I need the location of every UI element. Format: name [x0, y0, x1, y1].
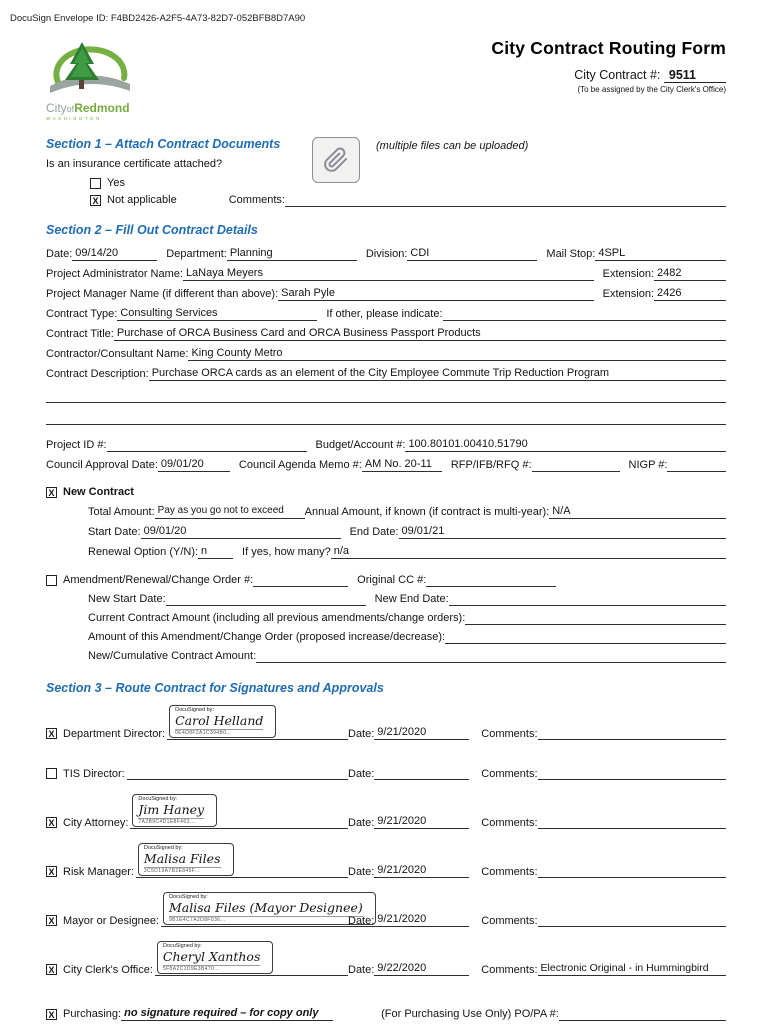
- docusign-stamp: [132, 794, 217, 827]
- redmond-tree-logo-icon: [46, 36, 134, 98]
- sig-left: [46, 941, 348, 976]
- logo-word-of: of: [66, 104, 75, 114]
- extension2-field[interactable]: 2426: [654, 286, 726, 301]
- extension1-label: Extension:: [602, 268, 654, 280]
- annual-amount-label: Annual Amount, if known (if contract is multi-year):: [304, 506, 550, 518]
- mail-stop-field[interactable]: 4SPL: [595, 246, 726, 261]
- contractor-name-label: Contractor/Consultant Name:: [46, 348, 189, 360]
- amendment-row: [46, 573, 726, 587]
- city-clerk-date-field[interactable]: 9/22/2020: [374, 962, 469, 976]
- tis-director-signature-line[interactable]: [127, 766, 348, 780]
- risk-manager-signature-line[interactable]: [136, 843, 348, 878]
- end-date-field[interactable]: 09/01/21: [399, 524, 727, 539]
- division-field[interactable]: CDI: [407, 246, 537, 261]
- project-manager-field[interactable]: Sarah Pyle: [278, 286, 593, 301]
- department-director-signature-line[interactable]: [167, 705, 348, 740]
- amendment-label: Amendment/Renewal/Change Order #:: [63, 574, 254, 586]
- contract-type-row: [46, 306, 726, 321]
- section1-comments-field[interactable]: [285, 193, 726, 207]
- description-continuation-field-1[interactable]: [46, 389, 726, 403]
- comments-label: Comments:: [481, 866, 538, 878]
- budget-account-field[interactable]: 100.80101.00410.51790: [405, 437, 726, 452]
- section1-left: [46, 137, 308, 190]
- section1-top: [46, 137, 726, 190]
- mayor-checkbox[interactable]: X: [46, 915, 57, 926]
- city-clerk-checkbox[interactable]: X: [46, 964, 57, 975]
- council-approval-date-label: Council Approval Date:: [46, 459, 158, 471]
- amendment-amount-row: [46, 630, 726, 644]
- nigp-label: NIGP #:: [628, 459, 668, 471]
- paperclip-icon: [323, 147, 349, 173]
- city-of-redmond-logo: [46, 36, 176, 121]
- signature-row-tis-director: [46, 766, 726, 780]
- new-contract-label: New Contract: [63, 486, 134, 498]
- total-amount-row: [46, 504, 726, 519]
- city-attorney-signature-line[interactable]: [130, 794, 348, 829]
- start-end-date-row: [46, 524, 726, 539]
- date-label: Date:: [348, 866, 375, 878]
- purchasing-row: [46, 1006, 726, 1021]
- comments-label: Comments:: [481, 964, 538, 976]
- docusign-stamp: [169, 705, 276, 738]
- contract-number-label: City Contract #:: [574, 68, 661, 82]
- if-other-label: If other, please indicate:: [326, 308, 443, 320]
- signature-row-mayor: [46, 892, 726, 927]
- total-amount-field[interactable]: Pay as you go not to exceed: [155, 504, 305, 519]
- insurance-question: Is an insurance certificate attached?: [46, 158, 223, 170]
- docusigned-by-text: DocuSigned by:: [138, 796, 178, 802]
- docusign-stamp: [157, 941, 273, 974]
- city-attorney-comments-field[interactable]: [538, 815, 726, 829]
- signature-row-department-director: [46, 705, 726, 740]
- city-clerk-comments-field[interactable]: Electronic Original - in Hummingbird: [538, 962, 726, 976]
- signature-name: Cheryl Xanthos: [162, 949, 261, 964]
- option-yes[interactable]: [90, 176, 308, 190]
- cumulative-amount-field[interactable]: [256, 649, 726, 663]
- city-attorney-checkbox[interactable]: X: [46, 817, 57, 828]
- signature-name: Carol Helland: [175, 713, 264, 728]
- project-id-row: [46, 437, 726, 452]
- admin-row: [46, 266, 726, 281]
- cumulative-amount-row: [46, 649, 726, 663]
- date-label: Date:: [348, 728, 375, 740]
- division-label: Division:: [365, 248, 408, 260]
- annual-amount-field[interactable]: N/A: [549, 504, 726, 519]
- council-row: [46, 457, 726, 472]
- docusign-stamp: [138, 843, 234, 876]
- risk-manager-comments-field[interactable]: [538, 864, 726, 878]
- project-administrator-label: Project Administrator Name:: [46, 268, 183, 280]
- po-pa-field[interactable]: [559, 1007, 726, 1021]
- project-id-field[interactable]: [107, 438, 307, 452]
- signature-id-code: 9B1E4C7A2D8F036...: [169, 916, 363, 923]
- docusigned-by-text: DocuSigned by:: [143, 845, 183, 851]
- docusigned-by-text: DocuSigned by:: [162, 943, 202, 949]
- agenda-memo-label: Council Agenda Memo #:: [238, 459, 362, 471]
- sig-left: [46, 766, 348, 780]
- budget-account-label: Budget/Account #:: [315, 439, 406, 451]
- nigp-field[interactable]: [667, 458, 726, 472]
- purchasing-note: no signature required – for copy only: [121, 1006, 333, 1021]
- current-amount-label: Current Contract Amount (including all previous amendments/change orders):: [88, 612, 466, 624]
- section2-heading: Section 2 – Fill Out Contract Details: [46, 223, 258, 237]
- tis-director-label: TIS Director:: [63, 768, 125, 780]
- yes-label: Yes: [107, 177, 125, 189]
- amendment-checkbox[interactable]: [46, 575, 57, 586]
- option-not-applicable[interactable]: [90, 193, 177, 207]
- contract-description-label: Contract Description:: [46, 368, 149, 380]
- rfp-label: RFP/IFB/RFQ #:: [450, 459, 532, 471]
- sig-left: [46, 843, 348, 878]
- contract-title-field[interactable]: Purchase of ORCA Business Card and ORCA Business Passport Products: [114, 326, 726, 341]
- signature-row-city-clerk: [46, 941, 726, 976]
- original-cc-field[interactable]: [426, 573, 556, 587]
- docusigned-by-text: DocuSigned by:: [169, 894, 208, 900]
- signature-id-code: 3C5D19A7B2E845F...: [144, 867, 221, 874]
- renewal-option-label: Renewal Option (Y/N):: [88, 546, 199, 558]
- docusign-stamp: [163, 892, 376, 925]
- mail-stop-label: Mail Stop:: [546, 248, 596, 260]
- risk-manager-checkbox[interactable]: X: [46, 866, 57, 877]
- date-label: Date:: [348, 964, 375, 976]
- amendment-number-field[interactable]: [253, 573, 348, 587]
- total-amount-label: Total Amount:: [88, 506, 155, 518]
- original-cc-label: Original CC #:: [357, 574, 427, 586]
- contract-description-field[interactable]: Purchase ORCA cards as an element of the City Employee Commute Trip Reduction Program: [149, 366, 726, 381]
- council-approval-date-field[interactable]: 09/01/20: [158, 457, 230, 472]
- amendment-amount-label: Amount of this Amendment/Change Order (proposed increase/decrease):: [88, 631, 446, 643]
- amendment-amount-field[interactable]: [445, 630, 726, 644]
- section3-heading: Section 3 – Route Contract for Signatures and Approvals: [46, 681, 384, 695]
- current-amount-field[interactable]: [465, 611, 726, 625]
- date-label: Date:: [348, 768, 375, 780]
- signature-row-risk-manager: [46, 843, 726, 878]
- form-header: [46, 36, 726, 121]
- city-clerk-signature-line[interactable]: [155, 941, 348, 976]
- contract-number-line: [491, 68, 726, 82]
- contract-number-note: (To be assigned by the City Clerk's Office): [577, 85, 726, 94]
- new-start-date-field[interactable]: [166, 592, 366, 606]
- risk-manager-label: Risk Manager:: [63, 866, 134, 878]
- new-contract-checkbox[interactable]: X: [46, 487, 57, 498]
- renewal-option-field[interactable]: n: [198, 544, 233, 559]
- project-administrator-field[interactable]: LaNaya Meyers: [183, 266, 594, 281]
- risk-manager-date-field[interactable]: 9/21/2020: [374, 864, 469, 878]
- start-date-field[interactable]: 09/01/20: [141, 524, 341, 539]
- department-director-date-field[interactable]: 9/21/2020: [374, 726, 469, 740]
- start-date-label: Start Date:: [88, 526, 141, 538]
- end-date-label: End Date:: [349, 526, 399, 538]
- department-director-label: Department Director:: [63, 728, 166, 740]
- contract-title-label: Contract Title:: [46, 328, 114, 340]
- new-start-date-label: New Start Date:: [88, 593, 166, 605]
- city-attorney-date-field[interactable]: 9/21/2020: [374, 815, 469, 829]
- docusigned-by-text: DocuSigned by:: [175, 707, 214, 713]
- date-label: Date:: [46, 248, 73, 260]
- signature-name: Malisa Files: [143, 851, 221, 866]
- tis-director-date-field[interactable]: [374, 766, 469, 780]
- not-applicable-checkbox[interactable]: X: [90, 195, 101, 206]
- department-director-checkbox[interactable]: X: [46, 728, 57, 739]
- page-title: City Contract Routing Form: [491, 38, 726, 58]
- logo-washington-text: WASHINGTON: [46, 116, 102, 121]
- comments-label: Comments:: [481, 728, 538, 740]
- description-cont-row-1: [46, 389, 726, 403]
- sig-left: [46, 705, 348, 740]
- docusign-envelope-id: DocuSign Envelope ID: F4BD2426-A2F5-4A73-82D7-052BFB8D7A90: [10, 13, 306, 24]
- new-end-date-field[interactable]: [449, 592, 726, 606]
- logo-wordmark: [46, 103, 176, 115]
- new-contract-row: [46, 485, 726, 499]
- purchasing-checkbox[interactable]: X: [46, 1009, 57, 1020]
- description-cont-row-2: [46, 411, 726, 425]
- extension2-label: Extension:: [602, 288, 654, 300]
- if-other-field[interactable]: [443, 307, 726, 321]
- department-director-comments-field[interactable]: [538, 726, 726, 740]
- signature-row-city-attorney: [46, 794, 726, 829]
- manager-row: [46, 286, 726, 301]
- signature-name: Malisa Files (Mayor Designee): [169, 900, 363, 915]
- comments-label: Comments:: [481, 817, 538, 829]
- date-dept-row: [46, 246, 726, 261]
- cumulative-amount-label: New/Cumulative Contract Amount:: [88, 650, 257, 662]
- mayor-signature-line[interactable]: [161, 892, 378, 927]
- yes-checkbox[interactable]: [90, 178, 101, 189]
- not-applicable-label: Not applicable: [107, 194, 177, 206]
- attachment-upload-button[interactable]: [312, 137, 360, 183]
- sig-left: [46, 794, 348, 829]
- signature-id-code: 5F8A2C1D9E3B470...: [163, 965, 260, 972]
- comments-label: Comments:: [481, 915, 538, 927]
- signature-name: Jim Haney: [138, 802, 205, 817]
- city-clerk-label: City Clerk's Office:: [63, 964, 153, 976]
- project-manager-label: Project Manager Name (if different than above):: [46, 288, 279, 300]
- contractor-row: [46, 346, 726, 361]
- contract-number-value[interactable]: 9511: [664, 68, 726, 83]
- date-field[interactable]: 09/14/20: [72, 246, 157, 261]
- department-field[interactable]: Planning: [227, 246, 357, 261]
- city-attorney-label: City Attorney:: [63, 817, 129, 829]
- renewal-row: [46, 544, 726, 559]
- comments-label: Comments:: [481, 768, 538, 780]
- signature-id-code: 7A2B9C4D1E8F463...: [138, 818, 204, 825]
- current-amount-row: [46, 611, 726, 625]
- header-title-block: [491, 36, 726, 94]
- date-label: Date:: [348, 915, 375, 927]
- po-pa-label: (For Purchasing Use Only) PO/PA #:: [381, 1008, 559, 1020]
- new-end-date-label: New End Date:: [374, 593, 449, 605]
- logo-word-redmond: Redmond: [74, 101, 130, 115]
- signature-id-code: 0E4D8F2A1C394B0...: [175, 729, 263, 736]
- project-id-label: Project ID #:: [46, 439, 107, 451]
- date-label: Date:: [348, 817, 375, 829]
- how-many-label: If yes, how many?: [242, 546, 331, 558]
- mayor-date-field[interactable]: 9/21/2020: [374, 913, 469, 927]
- form-body: [0, 24, 770, 1021]
- description-row: [46, 366, 726, 381]
- contractor-name-field[interactable]: King County Metro: [188, 346, 726, 361]
- rfp-field[interactable]: [532, 458, 620, 472]
- contract-title-row: [46, 326, 726, 341]
- how-many-field[interactable]: n/a: [331, 544, 726, 559]
- section1-heading: Section 1 – Attach Contract Documents: [46, 137, 281, 151]
- multiple-files-note: (multiple files can be uploaded): [376, 140, 529, 152]
- extension1-field[interactable]: 2482: [654, 266, 726, 281]
- section1-comments-label: Comments:: [228, 194, 285, 206]
- tis-director-checkbox[interactable]: [46, 768, 57, 779]
- purchasing-label: Purchasing:: [63, 1008, 122, 1020]
- tis-director-comments-field[interactable]: [538, 766, 726, 780]
- description-continuation-field-2[interactable]: [46, 411, 726, 425]
- agenda-memo-field[interactable]: AM No. 20-11: [362, 457, 442, 472]
- new-start-end-row: [46, 592, 726, 606]
- mayor-label: Mayor or Designee:: [63, 915, 159, 927]
- department-label: Department:: [166, 248, 227, 260]
- mayor-comments-field[interactable]: [538, 913, 726, 927]
- contract-type-label: Contract Type:: [46, 308, 118, 320]
- option-na-row: [46, 193, 726, 207]
- logo-word-city: City: [46, 101, 67, 115]
- contract-type-field[interactable]: Consulting Services: [117, 306, 317, 321]
